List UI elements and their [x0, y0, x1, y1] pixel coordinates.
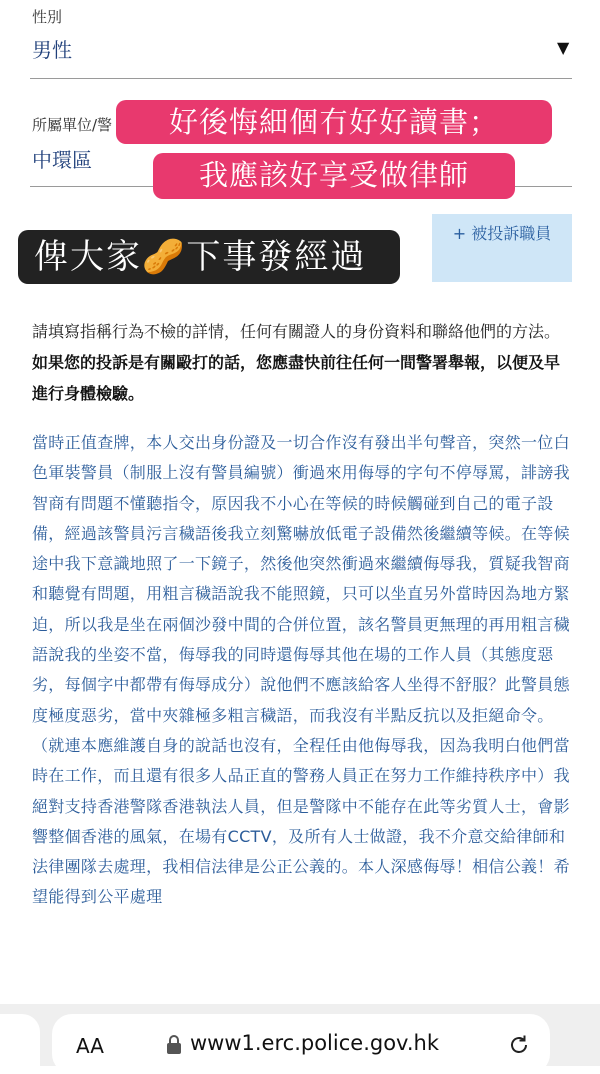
overlay-caption-dark: 俾大家🥜下事發經過 — [18, 230, 400, 284]
gender-underline — [30, 78, 572, 79]
reload-icon[interactable] — [507, 1033, 531, 1057]
unit-label: 所屬單位/警 — [32, 116, 113, 134]
gender-label: 性別 — [32, 8, 63, 26]
overlay-caption-line1: 好後悔細個冇好好讀書； — [116, 100, 552, 144]
overlay-caption-line2: 我應該好享受做律師 — [153, 153, 515, 199]
instructions-text: 請填寫指稱行為不檢的詳情，任何有關證人的身份資料和聯絡他們的方法。 — [32, 322, 561, 341]
instructions-warning: 如果您的投訴是有關毆打的話，您應盡快前往任何一間警署舉報，以便及早進行身體檢驗。 — [32, 353, 561, 403]
add-officer-button[interactable]: + 被投訴職員 — [432, 214, 572, 282]
chevron-down-icon[interactable]: ▼ — [557, 38, 570, 57]
text-size-button[interactable]: AA — [76, 1034, 104, 1058]
complaint-instructions — [32, 316, 572, 409]
url-text[interactable]: www1.erc.police.gov.hk — [190, 1031, 439, 1055]
unit-select-value[interactable]: 中環區 — [32, 148, 92, 172]
gender-select-value[interactable]: 男性 — [32, 38, 72, 62]
lock-icon — [166, 1035, 182, 1055]
previous-tab-edge[interactable] — [0, 1014, 40, 1066]
complaint-details-textarea[interactable]: 當時正值查牌，本人交出身份證及一切合作沒有發出半句聲音，突然一位白色軍裝警員（制服上沒有警員編號）衝過來用侮辱的字句不停辱罵，誹謗我智商有問題不懂聽指令，原因我不小心在等候的時候觸碰到自己的電子設備，經過該警員污言穢語後我立刻驚嚇放低電子設備然後繼續等候。在等候途中我下意識地照了一下鏡子，然後他突然衝過來繼續侮辱我，質疑我智商和聽覺有問題，用粗言穢語說我不能照鏡，只可以坐直另外當時因為地方緊迫，所以我是坐在兩個沙發中間的合併位置，該名警員更無理的再用粗言穢語說我的坐姿不當，侮辱我的同時還侮辱其他在場的工作人員（其態度惡劣，每個字中都帶有侮辱成分）說他們不應該給客人坐得不舒服？此警員態度極度惡劣，當中夾雜極多粗言穢語，而我沒有半點反抗以及拒絕命令。（就連本應維護自身的說話也沒有，全程任由他侮辱我，因為我明白他們當時在工作，而且還有很多人品正直的警務人員正在努力工作維持秩序中）我絕對支持香港警隊香港執法人員，但是警隊中不能存在此等劣質人士，會影響整個香港的風氣，在場有CCTV，及所有人士做證，我不介意交給律師和法律團隊去處理，我相信法律是公正公義的。本人深感侮辱！相信公義！希望能得到公平處理 — [32, 433, 570, 907]
